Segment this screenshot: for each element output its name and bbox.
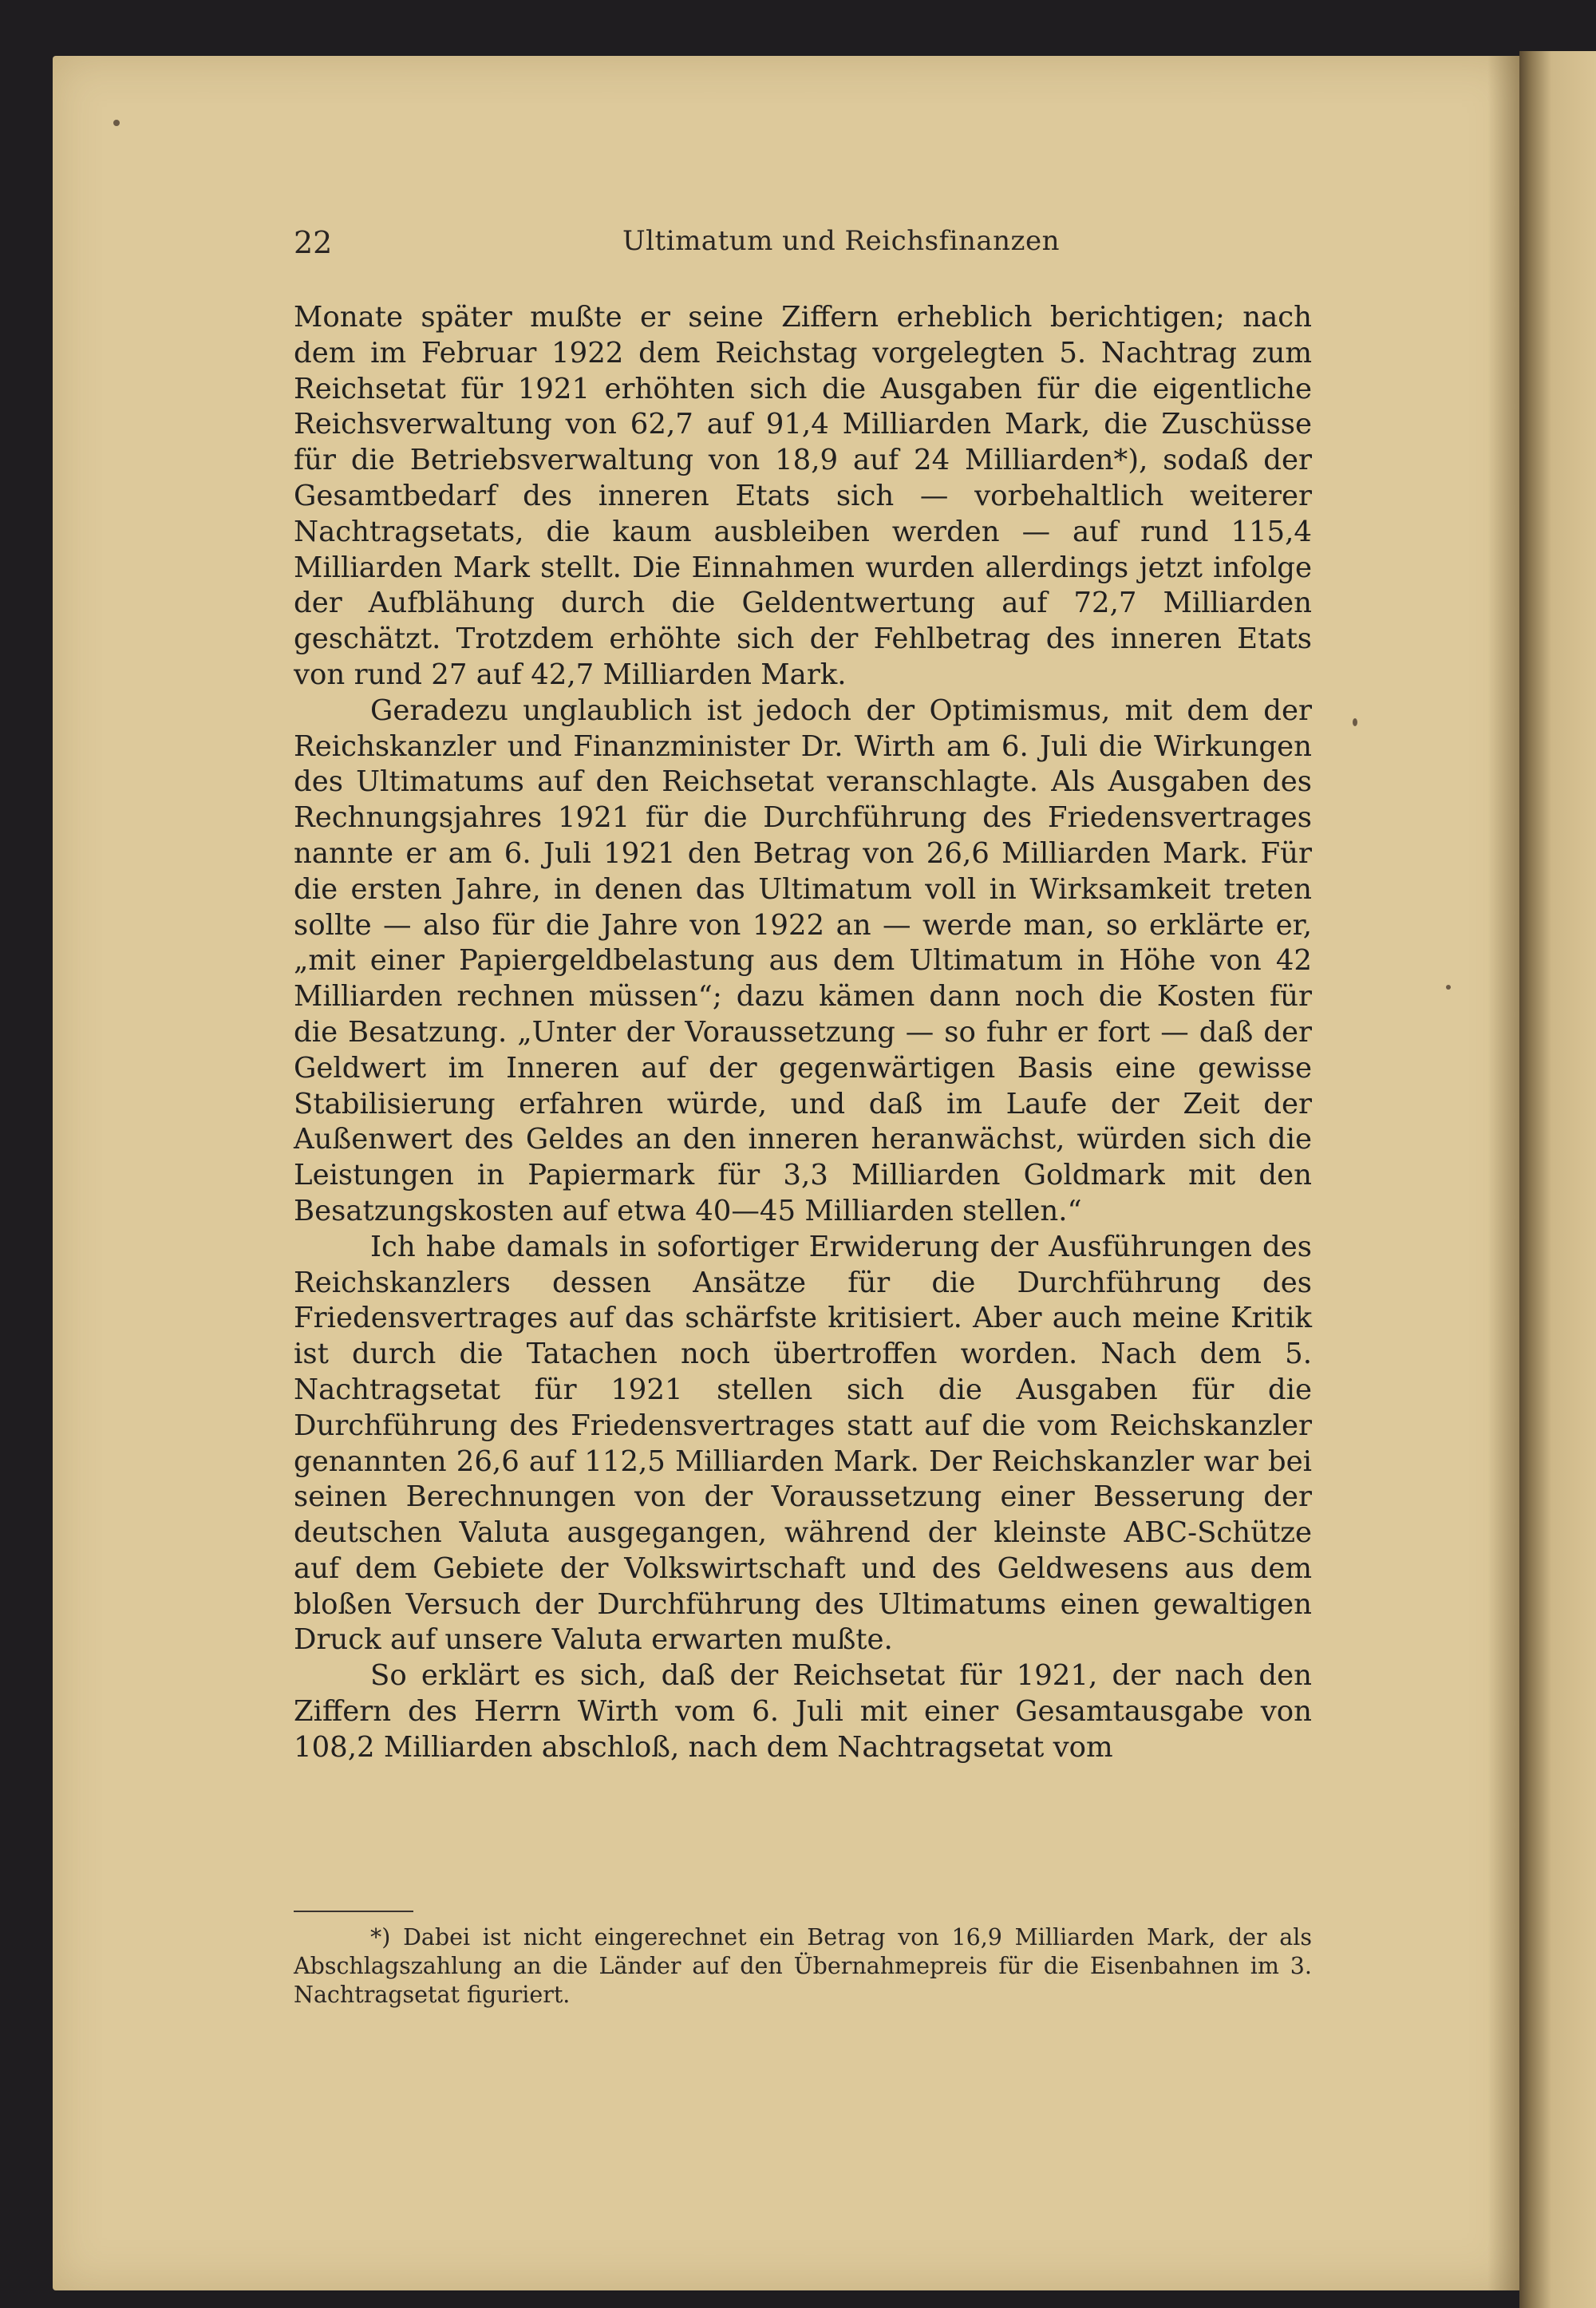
paragraph: Monate später mußte er seine Ziffern erheblich berichtigen; nach dem im Februar 1922 dem Reichstag vorgelegten 5. Nachtrag zum Reichsetat für 1921 erhöhten sich die Ausgaben für die eigentliche Reichsverwaltung von 62,7 auf 91,4 Milliarden Mark, die Zuschüsse für die Betriebsverwaltung von 18,9 auf 24 Milliarden*), sodaß der Gesamtbedarf des inneren Etats sich — vorbehaltlich weiterer Nachtragsetats, die kaum ausbleiben werden — auf rund 115,4 Milliarden Mark stellt. Die Einnahmen wurden allerdings jetzt infolge der Aufblähung durch die Geldentwertung auf 72,7 Milliarden geschätzt. Trotzdem erhöhte sich der Fehlbetrag des inneren Etats von rund 27 auf 42,7 Milliarden Mark. <box>294 301 1312 691</box>
page-header <box>243 215 1312 263</box>
gutter-shadow <box>1487 56 1519 2290</box>
page-number: 22 <box>294 225 333 260</box>
paragraph: So erklärt es sich, daß der Reichsetat für 1921, der nach den Ziffern des Herrn Wirth vom 6. Juli mit einer Gesamtausgabe von 108,2 Milliarden abschloß, nach dem Nachtragsetat vom <box>294 1659 1312 1764</box>
paper-speck <box>113 120 120 126</box>
footnote: *) Dabei ist nicht eingerechnet ein Betrag von 16,9 Milliarden Mark, der als Abschlagszahlung an die Länder auf den Übernahmepreis für die Eisenbahnen im 3. Nachtragsetat figuriert. <box>294 1924 1312 2008</box>
paper-speck <box>1446 985 1451 990</box>
footnote-rule <box>294 1911 413 1912</box>
paragraph: Geradezu unglaublich ist jedoch der Optimismus, mit dem der Reichskanzler und Finanzminister Dr. Wirth am 6. Juli die Wirkungen des Ultimatums auf den Reichsetat veranschlagte. Als Ausgaben des Rechnungsjahres 1921 für die Durchführung des Friedensvertrages nannte er am 6. Juli 1921 den Betrag von 26,6 Milliarden Mark. Für die ersten Jahre, in denen das Ultimatum voll in Wirksamkeit treten sollte — also für die Jahre von 1922 an — werde man, so erklärte er, „mit einer Papiergeldbelastung aus dem Ultimatum in Höhe von 42 Milliarden rechnen müssen“; dazu kämen dann noch die Kosten für die Besatzung. „Unter der Voraussetzung — so fuhr er fort — daß der Geldwert im Inneren auf der gegenwärtigen Basis eine gewisse Stabilisierung erfahren würde, und daß im Laufe der Zeit der Außenwert des Geldes an den inneren heranwächst, würden sich die Leistungen in Papiermark für 3,3 Milliarden Goldmark mit den Besatzungskosten auf etwa 40—45 Milliarden stellen.“ <box>294 694 1312 1227</box>
body-text <box>294 300 1312 1766</box>
paper-speck <box>1353 718 1357 726</box>
running-head: Ultimatum und Reichsfinanzen <box>622 225 1060 257</box>
adjacent-page-edge <box>1519 51 1596 2308</box>
paragraph: Ich habe damals in sofortiger Erwiderung der Ausführungen des Reichskanzlers dessen Ansätze für die Durchführung des Friedensvertrages auf das schärfste kritisiert. Aber auch meine Kritik ist durch die Tatachen noch übertroffen worden. Nach dem 5. Nachtragsetat für 1921 stellen sich die Ausgaben für die Durchführung des Friedensvertrages statt auf die vom Reichskanzler genannten 26,6 auf 112,5 Milliarden Mark. Der Reichskanzler war bei seinen Berechnungen von der Voraussetzung einer Besserung der deutschen Valuta ausgegangen, während der kleinste ABC-Schütze auf dem Gebiete der Volkswirtschaft und des Geldwesens aus dem bloßen Versuch der Durchführung des Ultimatums einen gewaltigen Druck auf unsere Valuta erwarten mußte. <box>294 1230 1312 1657</box>
